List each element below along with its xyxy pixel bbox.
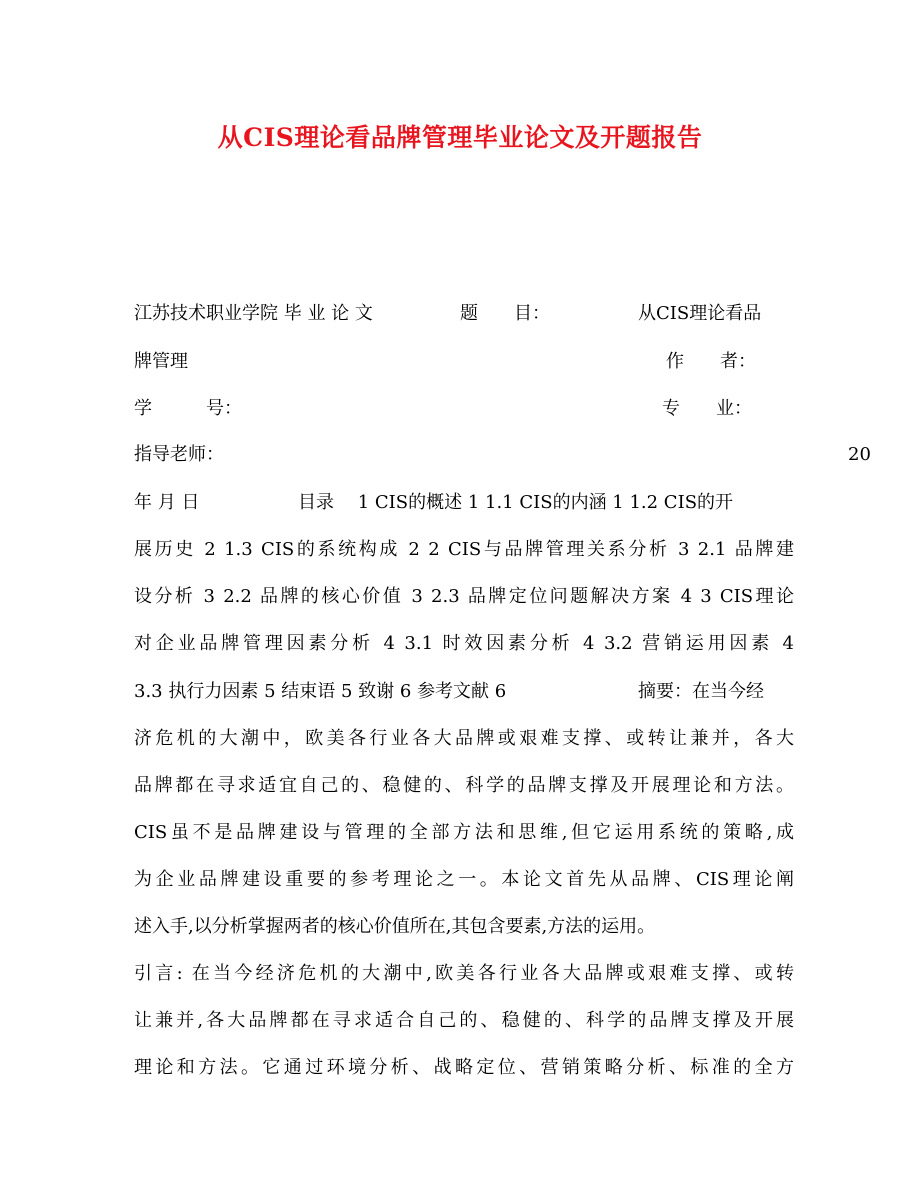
- body-line: CIS虽不是品牌建设与管理的全部方法和思维,但它运用系统的策略,成: [134, 822, 794, 843]
- body-line: 让兼并,各大品牌都在寻求适合自己的、稳健的、科学的品牌支撑及开展: [134, 1010, 794, 1031]
- topic-label: 题 目：: [460, 303, 550, 324]
- body-line: 设分析 3 2.2 品牌的核心价值 3 2.3 品牌定位问题解决方案 4 3 CIS理论: [134, 586, 794, 607]
- abstract-start: 摘要：在当今经: [638, 681, 764, 702]
- author-label: 作 者：: [666, 351, 756, 372]
- student-id-label: 学 号：: [134, 398, 242, 419]
- year-prefix: 20: [848, 444, 871, 465]
- toc-line: 目录 1 CIS的概述 1 1.1 CIS的内涵 1 1.2 CIS的开: [298, 492, 734, 513]
- body-line: 3.3 执行力因素 5 结束语 5 致谢 6 参考文献 6: [134, 681, 507, 702]
- topic-value-part1: 从CIS理论看品: [638, 303, 762, 324]
- date-suffix: 年 月 日: [134, 492, 200, 513]
- body-line: 理论和方法。它通过环境分析、战略定位、营销策略分析、标准的全方: [134, 1057, 794, 1078]
- body-line: 述入手,以分析掌握两者的核心价值所在,其包含要素,方法的运用。: [134, 916, 656, 937]
- topic-value-part2: 牌管理: [134, 351, 188, 372]
- document-title: 从CIS理论看品牌管理毕业论文及开题报告: [217, 123, 703, 152]
- advisor-label: 指导老师：: [134, 444, 224, 465]
- body-line: 引言: 在当今经济危机的大潮中,欧美各行业各大品牌或艰难支撑、或转: [134, 963, 794, 984]
- body-line: 对企业品牌管理因素分析 4 3.1 时效因素分析 4 3.2 营销运用因素 4: [134, 633, 794, 654]
- body-line: 济危机的大潮中，欧美各行业各大品牌或艰难支撑、或转让兼并，各大: [134, 728, 794, 749]
- body-line: 为企业品牌建设重要的参考理论之一。本论文首先从品牌、CIS理论阐: [134, 869, 794, 890]
- school-and-type: 江苏技术职业学院 毕 业 论 文: [134, 303, 373, 324]
- body-line: 展历史 2 1.3 CIS的系统构成 2 2 CIS与品牌管理关系分析 3 2.1 品牌建: [134, 539, 794, 560]
- body-line: 品牌都在寻求适宜自己的、稳健的、科学的品牌支撑及开展理论和方法。: [134, 775, 794, 796]
- major-label: 专 业：: [662, 398, 752, 419]
